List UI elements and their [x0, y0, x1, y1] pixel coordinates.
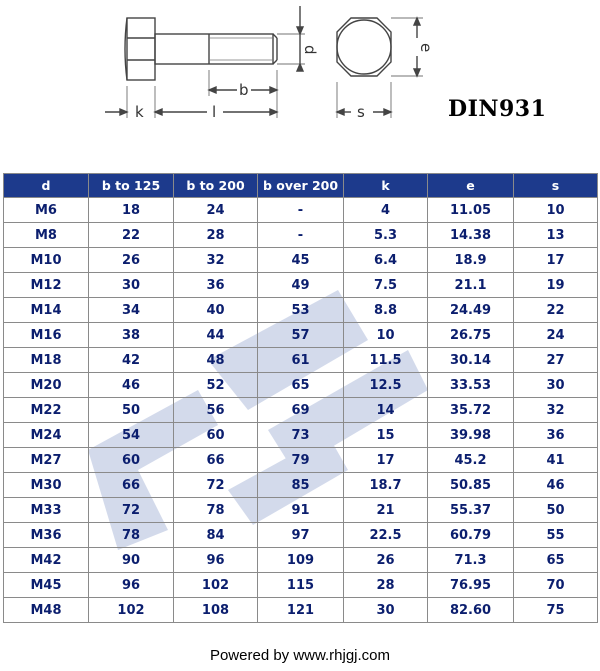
column-header: b to 125 [89, 174, 174, 198]
table-cell: 6.4 [344, 248, 428, 273]
table-cell: 78 [174, 498, 258, 523]
table-cell: 30.14 [428, 348, 514, 373]
table-row [4, 248, 598, 273]
table-cell: 13 [514, 223, 598, 248]
table-cell: 18.7 [344, 473, 428, 498]
thread-size-cell: M22 [4, 398, 89, 423]
table-cell: - [258, 223, 344, 248]
label-e: e [417, 43, 435, 53]
table-cell: 102 [174, 573, 258, 598]
column-header: d [4, 174, 89, 198]
table-cell: 109 [258, 548, 344, 573]
table-cell: 69 [258, 398, 344, 423]
table-cell: 97 [258, 523, 344, 548]
table-row [4, 498, 598, 523]
table-cell: 36 [174, 273, 258, 298]
table-cell: 35.72 [428, 398, 514, 423]
column-header: k [344, 174, 428, 198]
table-cell: 108 [174, 598, 258, 623]
table-cell: 38 [89, 323, 174, 348]
table-cell: 11.5 [344, 348, 428, 373]
thread-size-cell: M18 [4, 348, 89, 373]
table-cell: 72 [174, 473, 258, 498]
table-row [4, 448, 598, 473]
table-cell: 61 [258, 348, 344, 373]
label-l: l [212, 103, 217, 121]
thread-size-cell: M6 [4, 198, 89, 223]
table-cell: 30 [514, 373, 598, 398]
table-row [4, 198, 598, 223]
table-cell: 22 [514, 298, 598, 323]
table-cell: 26.75 [428, 323, 514, 348]
thread-size-cell: M30 [4, 473, 89, 498]
table-cell: 10 [514, 198, 598, 223]
thread-size-cell: M27 [4, 448, 89, 473]
table-cell: 57 [258, 323, 344, 348]
table-cell: 66 [89, 473, 174, 498]
column-header: s [514, 174, 598, 198]
table-cell: 21.1 [428, 273, 514, 298]
table-cell: 50 [89, 398, 174, 423]
table-cell: 121 [258, 598, 344, 623]
table-cell: 49 [258, 273, 344, 298]
table-cell: 44 [174, 323, 258, 348]
thread-size-cell: M48 [4, 598, 89, 623]
table-row [4, 573, 598, 598]
thread-size-cell: M36 [4, 523, 89, 548]
table-cell: 26 [89, 248, 174, 273]
table-cell: 56 [174, 398, 258, 423]
table-cell: 12.5 [344, 373, 428, 398]
table-cell: 41 [514, 448, 598, 473]
table-cell: 102 [89, 598, 174, 623]
table-row [4, 373, 598, 398]
table-cell: 55.37 [428, 498, 514, 523]
table-cell: 15 [344, 423, 428, 448]
table-cell: 24 [514, 323, 598, 348]
bolt-shank-shape [155, 34, 273, 64]
table-row [4, 298, 598, 323]
table-cell: 21 [344, 498, 428, 523]
table-cell: 50 [514, 498, 598, 523]
bolt-drawing [95, 0, 435, 130]
thread-size-cell: M45 [4, 573, 89, 598]
label-b: b [239, 81, 249, 99]
table-cell: 40 [174, 298, 258, 323]
table-cell: 90 [89, 548, 174, 573]
table-cell: 60 [89, 448, 174, 473]
table-cell: 84 [174, 523, 258, 548]
table-cell: 82.60 [428, 598, 514, 623]
table-cell: 39.98 [428, 423, 514, 448]
table-row [4, 523, 598, 548]
table-cell: 76.95 [428, 573, 514, 598]
table-cell: 22 [89, 223, 174, 248]
table-cell: 85 [258, 473, 344, 498]
table-cell: 32 [174, 248, 258, 273]
table-cell: 73 [258, 423, 344, 448]
table-cell: 34 [89, 298, 174, 323]
table-cell: 19 [514, 273, 598, 298]
powered-by-footer: Powered by www.rhjgj.com [209, 647, 391, 664]
thread-size-cell: M16 [4, 323, 89, 348]
table-cell: 45.2 [428, 448, 514, 473]
table-body [4, 198, 598, 623]
thread-size-cell: M20 [4, 373, 89, 398]
table-cell: 30 [344, 598, 428, 623]
table-cell: 42 [89, 348, 174, 373]
hex-end-view [337, 18, 391, 76]
din931-spec-table [3, 173, 598, 623]
thread-size-cell: M42 [4, 548, 89, 573]
table-row [4, 398, 598, 423]
table-cell: 24 [174, 198, 258, 223]
table-cell: 96 [89, 573, 174, 598]
table-cell: 75 [514, 598, 598, 623]
table-cell: 115 [258, 573, 344, 598]
thread-size-cell: M8 [4, 223, 89, 248]
table-cell: 22.5 [344, 523, 428, 548]
table-cell: 96 [174, 548, 258, 573]
table-cell: 17 [514, 248, 598, 273]
column-header: b over 200 [258, 174, 344, 198]
thread-size-cell: M33 [4, 498, 89, 523]
table-cell: 60.79 [428, 523, 514, 548]
bolt-head-shape [127, 18, 155, 80]
table-cell: 54 [89, 423, 174, 448]
table-cell: 48 [174, 348, 258, 373]
table-cell: 4 [344, 198, 428, 223]
table-cell: 30 [89, 273, 174, 298]
table-cell: 70 [514, 573, 598, 598]
label-d: d [301, 45, 319, 55]
table-cell: 24.49 [428, 298, 514, 323]
table-cell: 71.3 [428, 548, 514, 573]
table-cell: 55 [514, 523, 598, 548]
table-cell: 36 [514, 423, 598, 448]
table-cell: 45 [258, 248, 344, 273]
table-cell: 28 [174, 223, 258, 248]
thread-size-cell: M10 [4, 248, 89, 273]
table-cell: - [258, 198, 344, 223]
table-cell: 28 [344, 573, 428, 598]
table-cell: 10 [344, 323, 428, 348]
column-header: e [428, 174, 514, 198]
table-row [4, 273, 598, 298]
table-cell: 60 [174, 423, 258, 448]
thread-size-cell: M12 [4, 273, 89, 298]
standard-title: DIN931 [448, 96, 547, 122]
table-cell: 11.05 [428, 198, 514, 223]
table-cell: 33.53 [428, 373, 514, 398]
table-cell: 17 [344, 448, 428, 473]
label-s: s [357, 103, 365, 121]
table-cell: 46 [89, 373, 174, 398]
table-cell: 53 [258, 298, 344, 323]
table-row [4, 548, 598, 573]
table-cell: 46 [514, 473, 598, 498]
table-cell: 26 [344, 548, 428, 573]
table-row [4, 323, 598, 348]
label-k: k [135, 103, 144, 121]
table-cell: 14 [344, 398, 428, 423]
thread-size-cell: M14 [4, 298, 89, 323]
table-cell: 27 [514, 348, 598, 373]
table-cell: 18 [89, 198, 174, 223]
table-row [4, 473, 598, 498]
table-header-row [4, 174, 598, 198]
table-cell: 66 [174, 448, 258, 473]
thread-size-cell: M24 [4, 423, 89, 448]
table-cell: 50.85 [428, 473, 514, 498]
table-cell: 72 [89, 498, 174, 523]
table-row [4, 223, 598, 248]
table-cell: 8.8 [344, 298, 428, 323]
table-row [4, 423, 598, 448]
table-cell: 65 [514, 548, 598, 573]
table-cell: 65 [258, 373, 344, 398]
table-cell: 7.5 [344, 273, 428, 298]
column-header: b to 200 [174, 174, 258, 198]
table-cell: 32 [514, 398, 598, 423]
table-cell: 78 [89, 523, 174, 548]
table-cell: 14.38 [428, 223, 514, 248]
table-cell: 52 [174, 373, 258, 398]
table-cell: 79 [258, 448, 344, 473]
table-cell: 18.9 [428, 248, 514, 273]
table-cell: 5.3 [344, 223, 428, 248]
table-cell: 91 [258, 498, 344, 523]
table-row [4, 598, 598, 623]
table-row [4, 348, 598, 373]
